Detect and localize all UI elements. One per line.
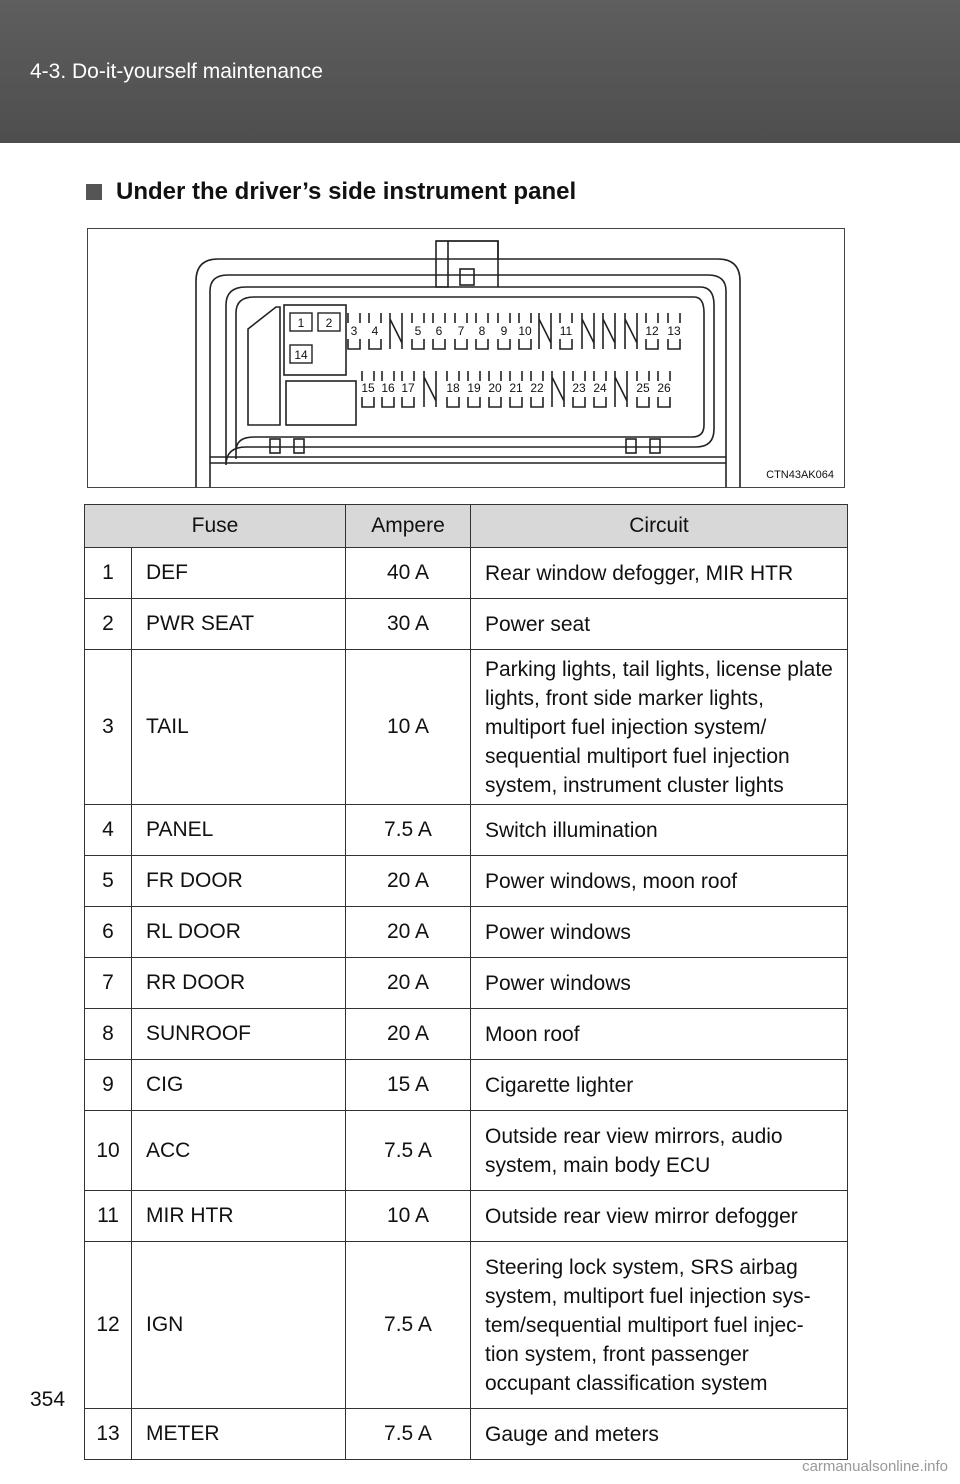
fuse-name-cell: CIG — [132, 1060, 346, 1111]
ampere-cell: 40 A — [346, 548, 471, 599]
diagram-code: CTN43AK064 — [766, 469, 834, 481]
fuse-name-cell: PANEL — [132, 805, 346, 856]
header-circuit: Circuit — [471, 505, 848, 548]
fuse-table — [84, 504, 848, 1460]
fuse-name-cell: RL DOOR — [132, 907, 346, 958]
fuse-label-17: 17 — [401, 381, 415, 395]
fuse-label-14: 14 — [294, 348, 308, 362]
table-row — [85, 1009, 848, 1060]
table-row — [85, 1242, 848, 1409]
subsection-heading-text: Under the driver’s side instrument panel — [116, 178, 577, 205]
table-row — [85, 805, 848, 856]
circuit-cell: Moon roof — [471, 1009, 848, 1060]
spare-slot — [603, 313, 615, 349]
fuse-number-cell: 7 — [85, 958, 132, 1009]
fuse-number-cell: 10 — [85, 1111, 132, 1191]
fuse-label-26: 26 — [657, 381, 671, 395]
circuit-cell: Parking lights, tail lights, license plate lights, front side marker lights, multiport fuel injection system/ sequential multiport fuel injection system, instrument cluster lights — [471, 650, 848, 805]
circuit-cell: Switch illumination — [471, 805, 848, 856]
fuse-number-cell: 12 — [85, 1242, 132, 1409]
fuse-name-cell: IGN — [132, 1242, 346, 1409]
circuit-cell: Rear window defogger, MIR HTR — [471, 548, 848, 599]
fuse-number-cell: 2 — [85, 599, 132, 650]
circuit-cell: Outside rear view mirrors, audio system, main body ECU — [471, 1111, 848, 1191]
table-row — [85, 958, 848, 1009]
fuse-name-cell: TAIL — [132, 650, 346, 805]
fuse-label-15: 15 — [361, 381, 375, 395]
fuse-name-cell: RR DOOR — [132, 958, 346, 1009]
spare-slot — [424, 371, 436, 407]
fuse-label-7: 7 — [457, 324, 465, 338]
ampere-cell: 10 A — [346, 1191, 471, 1242]
fuse-label-10: 10 — [518, 324, 532, 338]
fuse-label-2: 2 — [325, 316, 333, 330]
fuse-box-diagram — [87, 228, 845, 488]
table-row — [85, 856, 848, 907]
header-ampere: Ampere — [346, 505, 471, 548]
fuse-number-cell: 1 — [85, 548, 132, 599]
ampere-cell: 20 A — [346, 1009, 471, 1060]
fuse-label-4: 4 — [371, 324, 379, 338]
circuit-cell: Outside rear view mirror defogger — [471, 1191, 848, 1242]
table-row — [85, 907, 848, 958]
fuse-label-24: 24 — [593, 381, 607, 395]
fuse-label-11: 11 — [559, 324, 573, 338]
subsection-heading — [86, 178, 576, 206]
fuse-name-cell: SUNROOF — [132, 1009, 346, 1060]
fuse-label-22: 22 — [530, 381, 544, 395]
circuit-cell: Power windows, moon roof — [471, 856, 848, 907]
fuse-name-cell: METER — [132, 1409, 346, 1460]
ampere-cell: 7.5 A — [346, 1242, 471, 1409]
spare-slot — [552, 371, 564, 407]
fuse-label-5: 5 — [414, 324, 422, 338]
fuse-label-25: 25 — [636, 381, 650, 395]
ampere-cell: 20 A — [346, 958, 471, 1009]
table-header-row — [85, 505, 848, 548]
watermark: carmanualsonline.info — [802, 1458, 948, 1475]
fuse-label-6: 6 — [435, 324, 443, 338]
fuse-name-cell: ACC — [132, 1111, 346, 1191]
fuse-label-19: 19 — [467, 381, 481, 395]
table-row — [85, 599, 848, 650]
spare-slot — [615, 371, 627, 407]
table-row — [85, 650, 848, 805]
table-row — [85, 1191, 848, 1242]
header-band — [0, 0, 960, 143]
ampere-cell: 20 A — [346, 856, 471, 907]
fuse-box-illustration — [88, 229, 846, 489]
table-row — [85, 1111, 848, 1191]
ampere-cell: 7.5 A — [346, 1111, 471, 1191]
ampere-cell: 10 A — [346, 650, 471, 805]
fuse-number-cell: 5 — [85, 856, 132, 907]
table-row — [85, 548, 848, 599]
fuse-number-cell: 8 — [85, 1009, 132, 1060]
section-title: 4-3. Do-it-yourself maintenance — [30, 60, 323, 83]
circuit-cell: Power windows — [471, 958, 848, 1009]
fuse-number-cell: 9 — [85, 1060, 132, 1111]
fuse-number-cell: 13 — [85, 1409, 132, 1460]
ampere-cell: 7.5 A — [346, 805, 471, 856]
fuse-label-8: 8 — [478, 324, 486, 338]
fuse-label-9: 9 — [500, 324, 508, 338]
square-bullet-icon — [86, 184, 102, 200]
circuit-cell: Steering lock system, SRS airbag system, multiport fuel injection sys-tem/sequential multiport fuel injec-tion system, front passenger occupant classification system — [471, 1242, 848, 1409]
fuse-number-cell: 6 — [85, 907, 132, 958]
spare-slot — [539, 313, 551, 349]
fuse-name-cell: PWR SEAT — [132, 599, 346, 650]
fuse-label-23: 23 — [572, 381, 586, 395]
table-row — [85, 1060, 848, 1111]
fuse-label-12: 12 — [645, 324, 659, 338]
fuse-label-16: 16 — [381, 381, 395, 395]
circuit-cell: Power windows — [471, 907, 848, 958]
header-fuse: Fuse — [85, 505, 346, 548]
fuse-label-21: 21 — [509, 381, 523, 395]
circuit-cell: Cigarette lighter — [471, 1060, 848, 1111]
fuse-label-20: 20 — [488, 381, 502, 395]
fuse-name-cell: FR DOOR — [132, 856, 346, 907]
ampere-cell: 20 A — [346, 907, 471, 958]
fuse-label-18: 18 — [446, 381, 460, 395]
circuit-cell: Power seat — [471, 599, 848, 650]
ampere-cell: 30 A — [346, 599, 471, 650]
spare-slot — [390, 313, 402, 349]
fuse-number-cell: 3 — [85, 650, 132, 805]
table-row — [85, 1409, 848, 1460]
fuse-label-13: 13 — [667, 324, 681, 338]
fuse-number-cell: 4 — [85, 805, 132, 856]
ampere-cell: 15 A — [346, 1060, 471, 1111]
fuse-label-3: 3 — [350, 324, 358, 338]
circuit-cell: Gauge and meters — [471, 1409, 848, 1460]
fuse-label-1: 1 — [297, 316, 305, 330]
spare-slot — [625, 313, 637, 349]
fuse-number-cell: 11 — [85, 1191, 132, 1242]
fuse-name-cell: DEF — [132, 548, 346, 599]
page-number: 354 — [30, 1388, 66, 1411]
spare-slot — [582, 313, 594, 349]
ampere-cell: 7.5 A — [346, 1409, 471, 1460]
fuse-name-cell: MIR HTR — [132, 1191, 346, 1242]
